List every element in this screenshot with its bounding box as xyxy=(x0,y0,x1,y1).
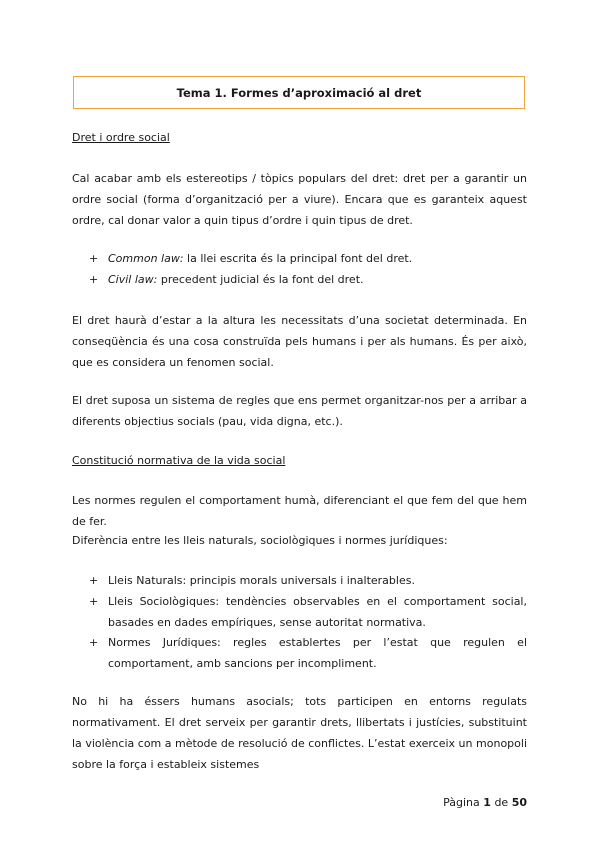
paragraph-3: El dret suposa un sistema de regles que ens permet organitzar-nos per a arribar a diferents objectius socials (pau, vida digna, etc.). xyxy=(72,394,527,428)
bullet-term: Common law: xyxy=(108,252,184,265)
list-item xyxy=(89,591,527,633)
bullet-term: Civil law: xyxy=(108,273,158,286)
bullet-text: Lleis Sociològiques: tendències observables en el comportament social, basades en dades empíriques, sense autoritat normativa. xyxy=(108,595,527,629)
list-item xyxy=(89,570,527,591)
paragraph-1: Cal acabar amb els estereotips / tòpics populars del dret: dret per a garantir un ordre social (forma d’organització per a viure). Encara que es garanteix aquest ordre, cal donar valor a quin tipus d’ordre i quin tipus de dret. xyxy=(72,172,527,227)
list-item xyxy=(89,248,527,269)
page-footer xyxy=(443,796,527,809)
page-total: 50 xyxy=(511,796,527,809)
footer-label: Pàgina xyxy=(443,796,480,809)
title-box xyxy=(73,76,525,109)
bullet-mark: + xyxy=(89,252,99,265)
paragraph-4: Les normes regulen el comportament humà, diferenciant el que fem del que hem de fer. xyxy=(72,494,527,528)
bullet-text: la llei escrita és la principal font del dret. xyxy=(183,252,413,265)
bullet-text: precedent judicial és la font del dret. xyxy=(157,273,364,286)
page-number: 1 xyxy=(483,796,491,809)
list-item xyxy=(89,632,527,674)
bullet-mark: + xyxy=(89,636,99,649)
bullet-text: Lleis Naturals: principis morals universals i inalterables. xyxy=(108,574,415,587)
section-heading-dret-ordre: Dret i ordre social xyxy=(72,131,170,144)
bullet-text: Normes Jurídiques: regles establertes per l’estat que regulen el comportament, amb sancions per incompliment. xyxy=(108,636,527,670)
paragraph-2: El dret haurà d’estar a la altura les necessitats d’una societat determinada. En conseqüència és una cosa construïda pels humans i per als humans. És per això, que es considera un fenomen social. xyxy=(72,314,527,369)
paragraph-6: No hi ha éssers humans asocials; tots participen en entorns regulats normativament. El dret serveix per garantir drets, llibertats i justícies, substituint la violència com a mètode de resolució de conflictes. L’estat exerceix un monopoli sobre la força i estableix sistemes xyxy=(72,695,527,771)
footer-of: de xyxy=(494,796,509,809)
page-title: Tema 1. Formes d’aproximació al dret xyxy=(176,85,422,100)
bullet-mark: + xyxy=(89,273,99,286)
bullet-mark: + xyxy=(89,595,99,608)
section-heading-constitucio: Constitució normativa de la vida social xyxy=(72,454,286,467)
bullet-mark: + xyxy=(89,574,99,587)
paragraph-5: Diferència entre les lleis naturals, sociològiques i normes jurídiques: xyxy=(72,534,448,547)
list-item xyxy=(89,269,527,290)
